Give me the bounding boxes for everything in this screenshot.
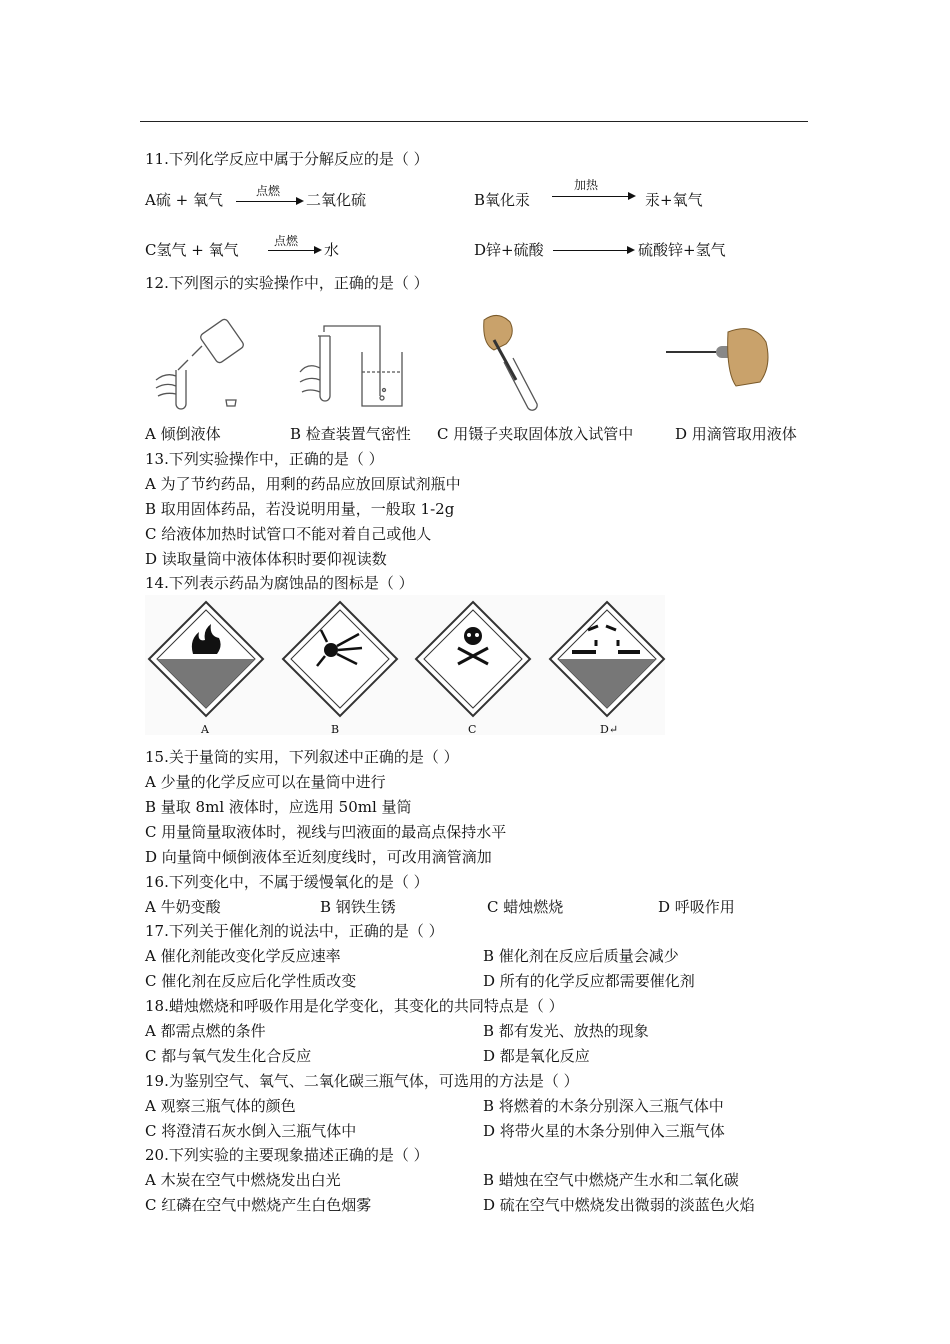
- q11-option-b: B氧化汞: [474, 191, 531, 209]
- q15-option-d: D 向量筒中倾倒液体至近刻度线时，可改用滴管滴加: [145, 848, 492, 866]
- q18-stem: 18.蜡烛燃烧和呼吸作用是化学变化，其变化的共同特点是（ ）: [145, 997, 564, 1015]
- q16-option-c: C 蜡烛燃烧: [487, 898, 564, 916]
- reaction-condition: 点燃: [274, 234, 299, 248]
- q12-stem: 12.下列图示的实验操作中，正确的是（ ）: [145, 274, 429, 292]
- reaction-arrow: [268, 250, 320, 251]
- q11-option-a: A硫 + 氧气: [145, 191, 223, 209]
- q15-option-c: C 用量筒量取液体时，视线与凹液面的最高点保持水平: [145, 823, 507, 841]
- q15-option-b: B 量取 8ml 液体时，应选用 50ml 量筒: [145, 798, 412, 816]
- q16-option-a: A 牛奶变酸: [145, 898, 221, 916]
- q17-option-a: A 催化剂能改变化学反应速率: [145, 947, 341, 965]
- q19-option-b: B 将燃着的木条分别深入三瓶气体中: [483, 1097, 724, 1115]
- q14-stem: 14.下列表示药品为腐蚀品的图标是（ ）: [145, 574, 414, 592]
- q11-option-c: C氢气 + 氧气: [145, 241, 239, 259]
- q12-option-b: B 检查装置气密性: [290, 425, 411, 443]
- sign-label-a: A: [201, 723, 209, 736]
- q13-option-a: A 为了节约药品，用剩的药品应放回原试剂瓶中: [145, 475, 461, 493]
- q18-option-d: D 都是氧化反应: [483, 1047, 590, 1065]
- q20-option-b: B 蜡烛在空气中燃烧产生水和二氧化碳: [483, 1171, 739, 1189]
- q19-option-c: C 将澄清石灰水倒入三瓶气体中: [145, 1122, 357, 1140]
- q15-option-a: A 少量的化学反应可以在量筒中进行: [145, 773, 386, 791]
- q20-stem: 20.下列实验的主要现象描述正确的是（ ）: [145, 1146, 429, 1164]
- reaction-condition: 点燃: [256, 184, 281, 198]
- flammable-sign-icon: [147, 600, 265, 718]
- pouring-liquid-figure: [148, 318, 248, 412]
- q17-option-b: B 催化剂在反应后质量会减少: [483, 947, 679, 965]
- q11-d-product: 硫酸锌+氢气: [638, 241, 726, 259]
- q13-option-c: C 给液体加热时试管口不能对着自己或他人: [145, 525, 432, 543]
- q12-option-a: A 倾倒液体: [145, 425, 221, 443]
- q15-stem: 15.关于量筒的实用，下列叙述中正确的是（ ）: [145, 748, 459, 766]
- q19-stem: 19.为鉴别空气、氧气、二氧化碳三瓶气体，可选用的方法是（ ）: [145, 1072, 579, 1090]
- q13-stem: 13.下列实验操作中，正确的是（ ）: [145, 450, 384, 468]
- q17-option-c: C 催化剂在反应后化学性质改变: [145, 972, 357, 990]
- q16-option-b: B 钢铁生锈: [320, 898, 396, 916]
- q16-option-d: D 呼吸作用: [658, 898, 735, 916]
- reaction-arrow: [236, 201, 302, 202]
- q12-option-d: D 用滴管取用液体: [675, 425, 797, 443]
- reaction-arrow: [553, 250, 633, 251]
- q17-stem: 17.下列关于催化剂的说法中，正确的是（ ）: [145, 922, 444, 940]
- toxic-sign-icon: [414, 600, 532, 718]
- q11-c-product: 水: [324, 241, 340, 259]
- q19-option-a: A 观察三瓶气体的颜色: [145, 1097, 296, 1115]
- q18-option-c: C 都与氧气发生化合反应: [145, 1047, 312, 1065]
- sign-label-d: D↵: [600, 723, 619, 736]
- q18-option-b: B 都有发光、放热的现象: [483, 1022, 649, 1040]
- airtightness-check-figure: [298, 322, 410, 412]
- q11-b-product: 汞+氧气: [645, 191, 703, 209]
- sign-label-b: B: [331, 723, 340, 736]
- header-rule: [140, 121, 808, 122]
- q16-stem: 16.下列变化中，不属于缓慢氧化的是（ ）: [145, 873, 429, 891]
- q11-a-product: 二氧化硫: [306, 191, 367, 209]
- q13-option-d: D 读取量筒中液体体积时要仰视读数: [145, 550, 387, 568]
- dropper-figure: [662, 322, 772, 392]
- reaction-condition: 加热: [574, 178, 599, 192]
- q11-option-d: D锌+硫酸: [474, 241, 544, 259]
- tweezers-figure: [474, 312, 558, 412]
- sign-label-c: C: [468, 723, 477, 736]
- q12-option-c: C 用镊子夹取固体放入试管中: [437, 425, 634, 443]
- explosive-sign-icon: [281, 600, 399, 718]
- q11-stem: 11.下列化学反应中属于分解反应的是（ ）: [145, 150, 429, 168]
- reaction-arrow: [552, 196, 634, 197]
- q20-option-a: A 木炭在空气中燃烧发出白光: [145, 1171, 341, 1189]
- q19-option-d: D 将带火星的木条分别伸入三瓶气体: [483, 1122, 725, 1140]
- corrosive-sign-icon: [548, 600, 666, 718]
- q17-option-d: D 所有的化学反应都需要催化剂: [483, 972, 695, 990]
- q20-option-d: D 硫在空气中燃烧发出微弱的淡蓝色火焰: [483, 1196, 755, 1214]
- q18-option-a: A 都需点燃的条件: [145, 1022, 266, 1040]
- q13-option-b: B 取用固体药品，若没说明用量，一般取 1-2g: [145, 500, 455, 518]
- q20-option-c: C 红磷在空气中燃烧产生白色烟雾: [145, 1196, 372, 1214]
